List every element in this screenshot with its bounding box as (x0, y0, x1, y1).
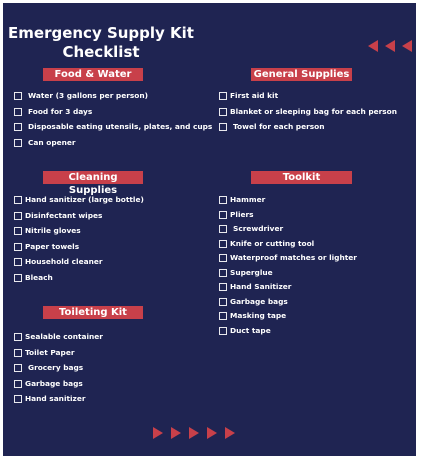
checklist-item-label: Garbage bags (230, 297, 288, 306)
checkbox[interactable] (219, 283, 227, 291)
checklist-item-label: Hand sanitizer (25, 394, 86, 403)
checkbox[interactable] (14, 139, 22, 147)
checkbox[interactable] (14, 333, 22, 341)
section-header-toileting-kit: Toileting Kit (43, 306, 143, 319)
section-header-cleaning-supplies: Cleaning Supplies (43, 171, 143, 184)
checklist-item-label: Masking tape (230, 311, 287, 320)
right-arrow-icon (153, 427, 163, 439)
checklist-item-label: Sealable container (25, 332, 103, 341)
checkbox[interactable] (14, 123, 22, 131)
checklist-item-label: Knife or cutting tool (230, 239, 315, 248)
checklist-item-label: Blanket or sleeping bag for each person (230, 107, 398, 116)
checkbox[interactable] (219, 298, 227, 306)
checklist-item-label: Household cleaner (25, 257, 103, 266)
checkbox[interactable] (14, 196, 22, 204)
left-arrow-icon (368, 40, 378, 52)
left-arrow-icon (385, 40, 395, 52)
checkbox[interactable] (219, 211, 227, 219)
checkbox[interactable] (219, 92, 227, 100)
right-arrow-icon (225, 427, 235, 439)
checklist-item-label: Hammer (230, 195, 266, 204)
checklist-item-label: Nitrile gloves (25, 226, 81, 235)
section-header-food-water: Food & Water (43, 68, 143, 81)
checkbox[interactable] (219, 269, 227, 277)
checklist-item-label: Water (3 gallons per person) (28, 91, 148, 100)
checklist-item-label: Screwdriver (233, 224, 284, 233)
checkbox[interactable] (14, 108, 22, 116)
checkbox[interactable] (14, 349, 22, 357)
checklist-item-label: Pliers (230, 210, 254, 219)
checkbox[interactable] (14, 395, 22, 403)
checkbox[interactable] (219, 196, 227, 204)
section-header-toolkit: Toolkit (251, 171, 352, 184)
checklist-item-label: Duct tape (230, 326, 271, 335)
checklist-item-label: Hand sanitizer (large bottle) (25, 195, 144, 204)
checkbox[interactable] (219, 240, 227, 248)
checkbox[interactable] (219, 254, 227, 262)
checkbox[interactable] (14, 212, 22, 220)
checklist-item-label: Can opener (28, 138, 76, 147)
right-arrow-icon (189, 427, 199, 439)
checklist-item-label: Disinfectant wipes (25, 211, 103, 220)
checkbox[interactable] (219, 123, 227, 131)
checklist-item-label: Hand Sanitizer (230, 282, 292, 291)
checklist-item-label: Garbage bags (25, 379, 83, 388)
checkbox[interactable] (219, 327, 227, 335)
page-title (3, 24, 199, 62)
checklist-item-label: Grocery bags (28, 363, 84, 372)
checklist-item-label: First aid kit (230, 91, 279, 100)
checklist-item-label: Towel for each person (233, 122, 325, 131)
checkbox[interactable] (219, 108, 227, 116)
checkbox[interactable] (14, 243, 22, 251)
checklist-item-label: Paper towels (25, 242, 80, 251)
checkbox[interactable] (14, 274, 22, 282)
checkbox[interactable] (14, 380, 22, 388)
checkbox[interactable] (14, 92, 22, 100)
left-arrow-icon (402, 40, 412, 52)
checkbox[interactable] (14, 227, 22, 235)
checklist-item-label: Food for 3 days (28, 107, 93, 116)
checklist-item-label: Bleach (25, 273, 53, 282)
checkbox[interactable] (219, 312, 227, 320)
checklist-card (3, 3, 416, 456)
checklist-item-label: Superglue (230, 268, 273, 277)
title-line-1: Emergency Supply Kit (8, 24, 194, 42)
checkbox[interactable] (14, 364, 22, 372)
title-line-2: Checklist (62, 43, 140, 61)
checkbox[interactable] (14, 258, 22, 266)
right-arrow-icon (171, 427, 181, 439)
right-arrow-icon (207, 427, 217, 439)
checklist-item-label: Disposable eating utensils, plates, and cups (28, 122, 213, 131)
checklist-item-label: Toilet Paper (25, 348, 75, 357)
section-header-general-supplies: General Supplies (251, 68, 352, 81)
checklist-item-label: Waterproof matches or lighter (230, 253, 357, 262)
checkbox[interactable] (219, 225, 227, 233)
